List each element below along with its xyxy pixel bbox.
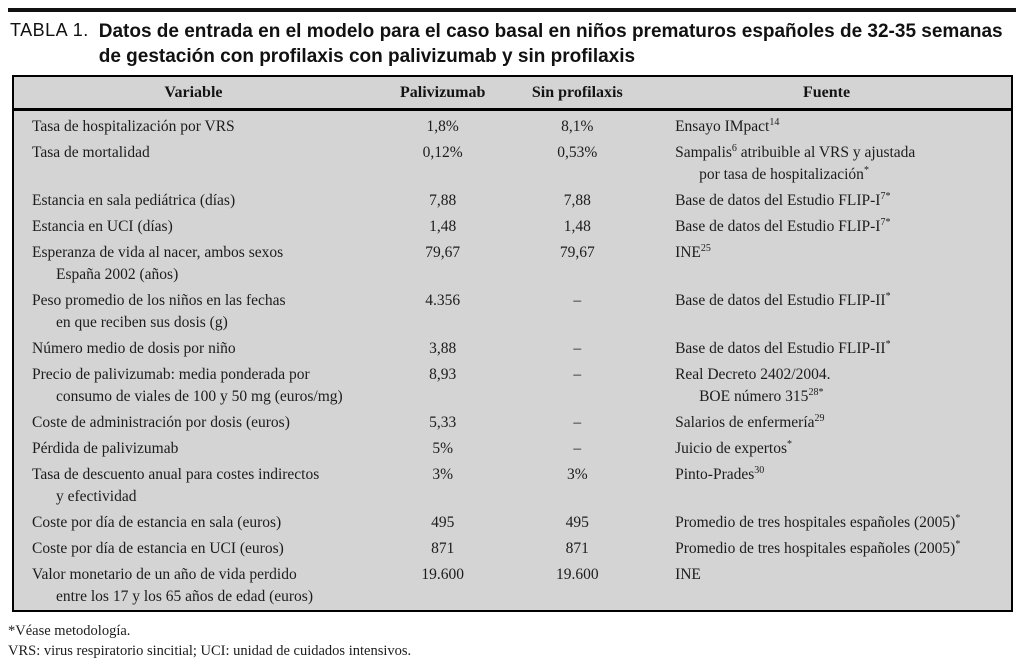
cell-line: Estancia en UCI (días) — [32, 218, 173, 235]
variable-cell — [13, 240, 373, 288]
variable-cell — [13, 462, 373, 510]
cell-line: Tasa de mortalidad — [32, 144, 150, 161]
palivizumab-value-cell: 1,48 — [429, 218, 457, 235]
palivizumab-value-cell: 495 — [431, 514, 455, 531]
table-row — [13, 288, 1012, 336]
cell-line: por tasa de hospitalización* — [699, 164, 869, 183]
variable-cell — [13, 362, 373, 410]
cell-line: Estancia en sala pediátrica (días) — [32, 192, 236, 209]
table-row — [13, 562, 1012, 611]
cell-line: Coste de administración por dosis (euros) — [32, 414, 290, 431]
variable-cell — [13, 110, 373, 141]
sin-profilaxis-value-cell: – — [573, 340, 582, 357]
fuente-cell — [642, 510, 1012, 536]
variable-cell — [13, 436, 373, 462]
variable-cell — [13, 410, 373, 436]
table-title — [10, 19, 1016, 69]
fuente-cell — [642, 240, 1012, 288]
palivizumab-value-cell: 3% — [432, 466, 454, 483]
table-row — [13, 410, 1012, 436]
palivizumab-value-cell: 3,88 — [429, 340, 457, 357]
fuente-cell — [642, 110, 1012, 141]
footnote-abbreviations: VRS: virus respiratorio sincitial; UCI: unidad de cuidados intensivos. — [8, 643, 412, 659]
table-row — [13, 510, 1012, 536]
palivizumab-value-cell: 5% — [432, 440, 454, 457]
palivizumab-value-cell: 5,33 — [429, 414, 457, 431]
cell-line: Salarios de enfermería$^{29}$ — [675, 412, 825, 431]
sin-profilaxis-value-cell: 19.600 — [555, 566, 599, 583]
cell-line: Base de datos del Estudio FLIP-II* — [675, 290, 891, 309]
palivizumab-value-cell: 1,8% — [426, 118, 459, 135]
variable-cell — [13, 562, 373, 611]
table-row — [13, 214, 1012, 240]
palivizumab-value-cell: 871 — [431, 540, 455, 557]
cell-line: Base de datos del Estudio FLIP-$I^{7*}$ — [675, 190, 891, 209]
cell-line: Promedio de tres hospitales españoles (2005)* — [675, 512, 961, 531]
variable-cell — [13, 510, 373, 536]
cell-line: consumo de viales de 100 y 50 mg (euros/mg) — [56, 388, 343, 405]
cell-line: en que reciben sus dosis (g) — [56, 314, 228, 331]
cell-line: Valor monetario de un año de vida perdido — [32, 566, 297, 583]
column-header-sin-profilaxis: Sin profilaxis — [512, 76, 642, 110]
cell-line: Tasa de hospitalización por VRS — [32, 118, 235, 135]
fuente-cell — [642, 562, 1012, 611]
data-table — [12, 75, 1013, 612]
title-rule — [8, 8, 1016, 12]
title-text — [99, 19, 1003, 69]
palivizumab-value-cell: 8,93 — [429, 366, 457, 383]
fuente-cell — [642, 214, 1012, 240]
table-header — [13, 76, 1012, 110]
palivizumab-value-cell: 19.600 — [421, 566, 464, 583]
cell-line: Precio de palivizumab: media ponderada por — [32, 366, 310, 383]
fuente-cell — [642, 140, 1012, 188]
variable-cell — [13, 336, 373, 362]
cell-line: Promedio de tres hospitales españoles (2005)* — [675, 538, 961, 557]
cell-line: Coste por día de estancia en UCI (euros) — [32, 540, 284, 557]
cell-line: Real Decreto 2402/2004. — [675, 366, 831, 383]
table-row — [13, 536, 1012, 562]
fuente-cell — [642, 362, 1012, 410]
cell-line: Base de datos del Estudio FLIP-$I^{7*}$ — [675, 216, 891, 235]
footnotes — [8, 621, 1016, 661]
cell-line: Pérdida de palivizumab — [32, 440, 179, 457]
cell-line: Tasa de descuento anual para costes indirectos — [32, 466, 320, 483]
footnote-methodology: *Véase metodología. — [8, 623, 131, 639]
table-row — [13, 188, 1012, 214]
table-row — [13, 240, 1012, 288]
table-number-label: TABLA 1. — [10, 20, 89, 40]
fuente-cell — [642, 188, 1012, 214]
fuente-cell — [642, 288, 1012, 336]
variable-cell — [13, 536, 373, 562]
variable-cell — [13, 188, 373, 214]
cell-line: INE — [675, 566, 701, 583]
table-row — [13, 336, 1012, 362]
sin-profilaxis-value-cell: – — [573, 292, 582, 309]
fuente-cell — [642, 462, 1012, 510]
title-line-2: de gestación con profilaxis con palivizumab y sin profilaxis — [98, 46, 636, 67]
cell-line: Pinto-Prades$^{30}$ — [675, 464, 765, 483]
sin-profilaxis-value-cell: 495 — [565, 514, 589, 531]
sin-profilaxis-value-cell: 1,48 — [563, 218, 591, 235]
table-row — [13, 140, 1012, 188]
cell-line: Ensayo IMpact$^{14}$ — [675, 116, 780, 135]
sin-profilaxis-value-cell: 7,88 — [563, 192, 591, 209]
table-row — [13, 436, 1012, 462]
cell-line: entre los 17 y los 65 años de edad (euros) — [56, 588, 313, 605]
cell-line: Esperanza de vida al nacer, ambos sexos — [32, 244, 284, 261]
column-header-fuente: Fuente — [642, 76, 1012, 110]
palivizumab-value-cell: 79,67 — [425, 244, 461, 261]
palivizumab-value-cell: 7,88 — [429, 192, 457, 209]
table-row — [13, 462, 1012, 510]
sin-profilaxis-value-cell: – — [573, 366, 582, 383]
sin-profilaxis-value-cell: – — [573, 440, 582, 457]
cell-line: INE$^{25}$ — [675, 242, 711, 261]
sin-profilaxis-value-cell: – — [573, 414, 582, 431]
sin-profilaxis-value-cell: 8,1% — [561, 118, 594, 135]
cell-line: y efectividad — [56, 488, 137, 505]
palivizumab-value-cell: 4.356 — [425, 292, 461, 309]
fuente-cell — [642, 410, 1012, 436]
cell-line: Juicio de expertos* — [675, 438, 792, 457]
table-row — [13, 110, 1012, 141]
page — [0, 8, 1024, 659]
variable-cell — [13, 214, 373, 240]
fuente-cell — [642, 436, 1012, 462]
header-row — [13, 76, 1012, 110]
sin-profilaxis-value-cell: 79,67 — [559, 244, 595, 261]
fuente-cell — [642, 336, 1012, 362]
variable-cell — [13, 288, 373, 336]
cell-line: Número medio de dosis por niño — [32, 340, 236, 357]
fuente-cell — [642, 536, 1012, 562]
sin-profilaxis-value-cell: 871 — [565, 540, 589, 557]
palivizumab-value-cell: 0,12% — [422, 144, 463, 161]
column-header-palivizumab: Palivizumab — [373, 76, 513, 110]
table-row — [13, 362, 1012, 410]
variable-cell — [13, 140, 373, 188]
cell-line: Base de datos del Estudio FLIP-II* — [675, 338, 891, 357]
cell-line: Peso promedio de los niños en las fechas — [32, 292, 286, 309]
sin-profilaxis-value-cell: 0,53% — [557, 144, 598, 161]
cell-line: Sampalis$^6$ atribuible al VRS y ajustada — [675, 142, 916, 161]
cell-line: España 2002 (años) — [56, 266, 179, 283]
column-header-variable: Variable — [13, 76, 373, 110]
table-body — [13, 110, 1012, 612]
title-line-1: Datos de entrada en el modelo para el caso basal en niños prematuros españoles de 32-35 semanas — [98, 21, 1003, 42]
cell-line: Coste por día de estancia en sala (euros) — [32, 514, 282, 531]
sin-profilaxis-value-cell: 3% — [566, 466, 588, 483]
cell-line: BOE número $315^{28*}$ — [699, 386, 824, 405]
